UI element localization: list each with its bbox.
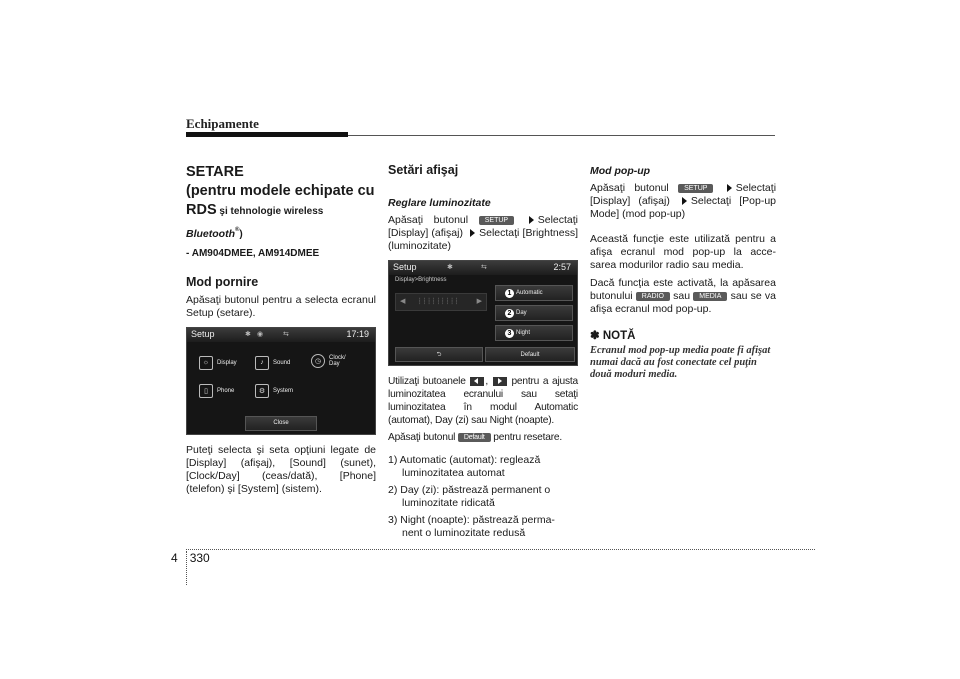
marker-3: 3 — [505, 329, 514, 338]
heading-mod-pornire: Mod pornire — [186, 274, 259, 289]
header-rule-thin — [348, 135, 775, 136]
menu-display[interactable] — [199, 356, 237, 370]
reset-instruction — [388, 431, 578, 444]
usb-icon: ⇆ — [481, 264, 487, 271]
sub-mod-popup: Mod pop-up — [590, 165, 651, 177]
slider-right-icon: ▶ — [476, 298, 482, 305]
display-icon: ☼ — [199, 356, 213, 370]
back-button[interactable] — [395, 347, 483, 362]
model-codes: - AM904DMEE, AM914DMEE — [186, 247, 320, 259]
note-title: ✽ NOTĂ — [590, 330, 636, 342]
default-button[interactable]: Default — [485, 347, 575, 362]
menu-clock[interactable] — [311, 354, 361, 368]
menu-sound[interactable] — [255, 356, 290, 370]
intro-text: Apăsaţi butonul pentru a selecta ecranul Setup (setare). — [186, 293, 376, 319]
gear-icon: ⚙ — [255, 384, 269, 398]
heading-setari-afisaj: Setări afişaj — [388, 163, 459, 177]
main-title — [186, 163, 376, 244]
close-button[interactable]: Close — [245, 416, 317, 431]
arrow-right-icon — [529, 216, 534, 224]
step-brightness: Selectaţi [Brightness] (luminozitate) — [388, 227, 578, 252]
menu-phone[interactable] — [199, 384, 234, 398]
arrow-right-icon — [727, 184, 732, 192]
step-press: Apăsaţi butonul — [388, 214, 469, 226]
status-icon: ◉ — [257, 330, 264, 338]
title-line-1: SETARE — [186, 164, 244, 180]
popup-description: Această funcţie este utilizată pentru a afişa ecranul mod pop-up la acce- sarea modurilor radio sau media. — [590, 233, 776, 271]
screen-title: Setup — [393, 262, 417, 272]
left-arrow-button-icon — [470, 377, 484, 386]
screen-clock: 2:57 — [553, 262, 571, 272]
title-bluetooth: Bluetooth — [186, 227, 235, 240]
menu-system[interactable] — [255, 384, 293, 398]
list-item: 3) Night (noapte): păstrează perma- nent o luminozitate redusă — [388, 514, 555, 539]
setup-button: SETUP — [479, 216, 514, 225]
column-2 — [388, 163, 578, 544]
slider-ticks: ┆┆┆┆┆┆┆┆┆ — [418, 299, 460, 305]
brightness-slider[interactable] — [395, 293, 487, 311]
title-line-2: (pentru modele echipate cu — [186, 183, 375, 199]
activation-or: sau — [673, 290, 691, 302]
note-text: Ecranul mod pop-up media poate fi afişat numai dacă au fost conectate cel puţin două moduri media. — [590, 345, 771, 380]
page-number-value: 330 — [189, 551, 210, 565]
column-1 — [186, 163, 376, 496]
title-line-4 — [186, 221, 376, 244]
menu-phone-label: Phone — [217, 387, 235, 394]
outro-text: Puteţi selecta şi seta opţiuni legate de [Display] (afişaj), [Sound] (sunet), [Clock/Day] (ceas/dată), [Phone] (telefon) şi [System] (sistem). — [186, 443, 376, 495]
list-item: 2) Day (zi): păstrează permanent o luminozitate ridicată — [388, 484, 551, 509]
section-title: Echipamente — [186, 116, 259, 131]
title-close-paren: ) — [239, 228, 243, 240]
menu-system-label: System — [273, 387, 294, 394]
menu-sound-label: Sound — [273, 359, 291, 366]
footer-rule — [186, 549, 815, 550]
activation-text: Dacă funcţia este activată, la apăsarea butonului — [590, 277, 776, 302]
brightness-screen — [388, 260, 578, 366]
popup-steps — [590, 182, 776, 221]
title-wireless: şi tehnologie wireless — [216, 206, 324, 217]
step-display: Selectaţi [Display] (afişaj) — [590, 182, 777, 207]
screen-clock: 17:19 — [346, 328, 369, 339]
bluetooth-icon: ✱ — [447, 264, 453, 271]
back-arrow-icon: ⮌ — [436, 351, 442, 358]
screen-title: Setup — [191, 328, 215, 339]
popup-activation — [590, 277, 776, 316]
option-automatic-label: Automatic — [516, 290, 543, 296]
menu-clock-label: Clock/ Day — [329, 354, 346, 367]
title-registered: ® — [235, 227, 240, 233]
menu-display-label: Display — [217, 359, 237, 366]
setup-screen — [186, 327, 376, 435]
desc-adjust: pentru a ajusta luminozitatea ecranului sau setaţi luminozitatea în modul Automatic (automat), Day (zi) sau Night (noapte). — [388, 376, 578, 426]
reset-text: pentru resetare. — [493, 432, 563, 443]
radio-button-label: RADIO — [636, 292, 670, 301]
marker-1: 1 — [505, 289, 514, 298]
brightness-steps — [388, 214, 578, 253]
activation-end: sau se va afişa ecranul mod pop-up. — [590, 290, 777, 315]
page-number — [171, 551, 222, 565]
screen-topbar — [389, 261, 577, 275]
right-arrow-button-icon — [493, 377, 507, 386]
column-3 — [590, 163, 776, 381]
slider-left-icon: ◀ — [400, 298, 406, 305]
option-day-label: Day — [516, 310, 527, 316]
screen-topbar — [187, 328, 375, 342]
header-rule-thick — [186, 132, 348, 137]
brightness-desc — [388, 375, 578, 427]
reset-press: Apăsaţi butonul — [388, 432, 456, 443]
usb-icon: ⇆ — [283, 330, 289, 338]
desc-use-buttons: Utilizaţi butoanele — [388, 376, 466, 387]
chapter-number: 4 — [171, 551, 178, 565]
setup-button: SETUP — [678, 184, 713, 193]
media-button-label: MEDIA — [693, 292, 727, 301]
phone-icon: ▯ — [199, 384, 213, 398]
marker-2: 2 — [505, 309, 514, 318]
title-line-3 — [186, 201, 376, 221]
default-button-label: Default — [458, 433, 491, 442]
speaker-icon: ♪ — [255, 356, 269, 370]
step-press: Apăsaţi butonul — [590, 182, 669, 194]
list-item: 1) Automatic (automat): reglează luminozitatea automat — [388, 454, 541, 479]
title-rds: RDS — [186, 202, 217, 218]
desc-comma: , — [485, 376, 489, 387]
brightness-modes-list — [388, 454, 578, 540]
arrow-right-icon — [470, 229, 475, 237]
clock-icon: ◷ — [311, 354, 325, 368]
option-night-label: Night — [516, 330, 531, 336]
sub-reglare-luminozitate: Reglare luminozitate — [388, 197, 491, 209]
step-popup-mode: Selectaţi [Pop-up Mode] (mod pop-up) — [590, 195, 776, 220]
screen-breadcrumb: Display>Brightness — [395, 277, 447, 283]
bluetooth-icon: ✱ — [245, 330, 251, 338]
arrow-right-icon — [682, 197, 687, 205]
step-display: Selectaţi [Display] (afişaj) — [388, 214, 579, 239]
